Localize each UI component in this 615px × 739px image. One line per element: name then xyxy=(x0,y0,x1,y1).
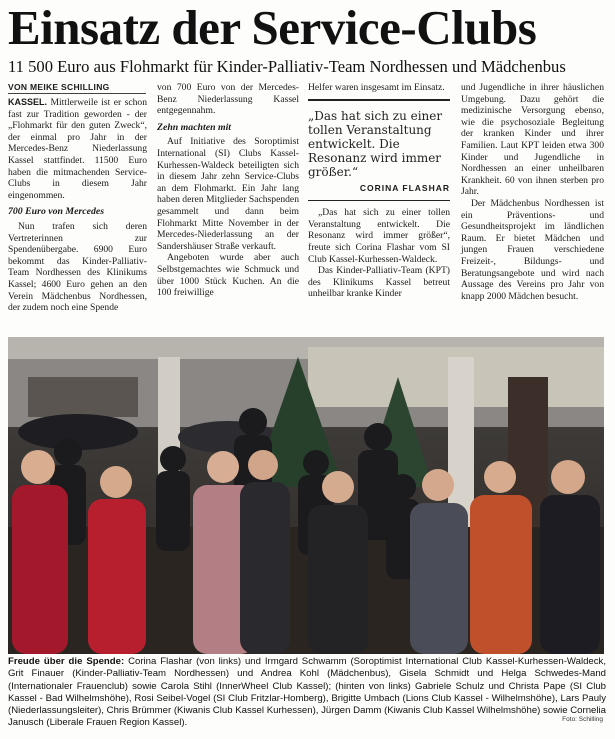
paragraph xyxy=(8,97,147,201)
subheadline: 11 500 Euro aus Flohmarkt für Kinder-Palliativ-Team Nordhessen und Mädchenbus xyxy=(8,57,566,76)
photo-caption xyxy=(8,656,606,730)
paragraph-text: Mittlerweile ist er schon fast zur Tradition geworden - der „Flohmarkt für den guten Zweck“, der einmal pro Jahr in der Mercedes-Benz Niederlassung Kassel stattfindet. 11500 Euro haben die mitmachenden Service-Clubs in diesem Jahr eingenommen. xyxy=(8,97,147,201)
article-column-4 xyxy=(461,82,604,302)
subheading: 700 Euro von Mercedes xyxy=(8,206,105,218)
article-column-2 xyxy=(157,82,299,299)
quote-bottom-rule xyxy=(308,200,450,201)
pull-quote-author: CORINA FLASHAR xyxy=(359,182,450,193)
paragraph: Das Kinder-Palliativ-Team (KPT) des Klinikums Kassel betreut unheilbar kranke Kinder xyxy=(308,265,450,300)
paragraph: und Jugendliche in ihrer häuslichen Umgebung. Dazu gehört die medizinische Versorgung ebenso, wie die psychosoziale Begleitung der kranken Kinder und ihrer Familien. Laut KPT leiden etwa 300 Kinder und Jugendliche in Nordhessen an einer unheilbaren Krankheit. 60 von ihnen sterben pro Jahr. xyxy=(461,82,604,198)
photo-illustration xyxy=(8,337,604,654)
caption-lead: Freude über die Spende: xyxy=(8,656,125,667)
paragraph: Helfer waren insgesamt im Einsatz. xyxy=(308,82,445,93)
article-column-3 xyxy=(308,82,450,300)
quote-top-rule xyxy=(308,99,450,101)
paragraph: Auf Initiative des Soroptimist International (SI) Clubs Kassel-Kurhessen-Waldeck beteiligten sich in diesem Jahr zehn Service-Clubs an dem Flohmarkt. Ein Jahr lang haben deren Mitglieder Sachspenden gesammelt und dann beim Flohmarkt Mitte November in der Mercedes-Niederlassung an der Sandershäuser Straße verkauft. xyxy=(157,136,299,252)
subheading: Zehn machten mit xyxy=(157,121,232,133)
dateline: KASSEL. xyxy=(8,97,48,107)
paragraph: Nun trafen sich deren Vertreterinnen zur Spendenübergabe. 6900 Euro bekommt das Kinder-Palliativ-Team Nordhessen des Klinikums Kassel; 4600 Euro gehen an den Verein Mädchenbus Nordhessen, der zudem noch eine Spende xyxy=(8,220,147,314)
paragraph: von 700 Euro von der Mercedes-Benz Niederlassung Kassel entgegennahm. xyxy=(157,82,299,117)
paragraph: Der Mädchenbus Nordhessen ist ein Präventions- und Gesundheitsprojekt im ländlichen Raum. Er bietet Mädchen und jungen Frauen verschiedene Freizeit-, Bildungs- und Beratungsangebote und wird nach Aussage des Vereins pro Jahr von knapp 2000 Mädchen besucht. xyxy=(461,197,604,302)
headline: Einsatz der Service-Clubs xyxy=(8,0,537,55)
byline: VON MEIKE SCHILLING xyxy=(8,82,146,94)
paragraph: Angeboten wurde aber auch Selbstgemachtes wie Schmuck und über 1000 Stück Kuchen. An die 100 freiwillige xyxy=(157,252,299,299)
pull-quote: „Das hat sich zu einer tollen Veranstaltung entwickelt. Die Resonanz wird immer größer.“ xyxy=(308,108,443,179)
photo-credit: Foto: Schilling xyxy=(562,716,603,723)
article-column-1 xyxy=(8,97,147,314)
paragraph: „Das hat sich zu einer tollen Veranstaltung entwickelt. Die Resonanz wird immer größer“, freute sich Corina Flashar vom SI Club Kassel-Kurhessen-Waldeck. xyxy=(308,207,450,265)
group-photo xyxy=(8,337,604,654)
caption-text: Corina Flashar (von links) und Irmgard Schwamm (Soroptimist International Club Kassel-Kurhessen-Waldeck, Grit Finauer (Kinder-Palliativ-Team Nordhessen) und Andrea Kohl (Mädchenbus), Gisela Schmidt und Helga Schwedes-Mand (Internationaler Frauenclub) sowie Carola Stihl (InnerWheel Club Kassel); (hinten von links) Gabriele Schulz und Christa Pape (SI Club Kassel - Bad Wilhelmshöhe), Rosi Seibel-Vogel (SI Club Fritzlar-Homberg), Brigitte Umbach (Lions Club Kassel - Wilhelmshöhe), Lars Pauly (Niederlassungsleiter), Chris Brümmer (Kiwanis Club Kassel Kurhessen), Jürgen Damm (Kiwanis Club Kassel Wilhelmshöhe) sowie Cornelia Janusch (Liberale Frauen Region Kassel). xyxy=(8,656,607,729)
